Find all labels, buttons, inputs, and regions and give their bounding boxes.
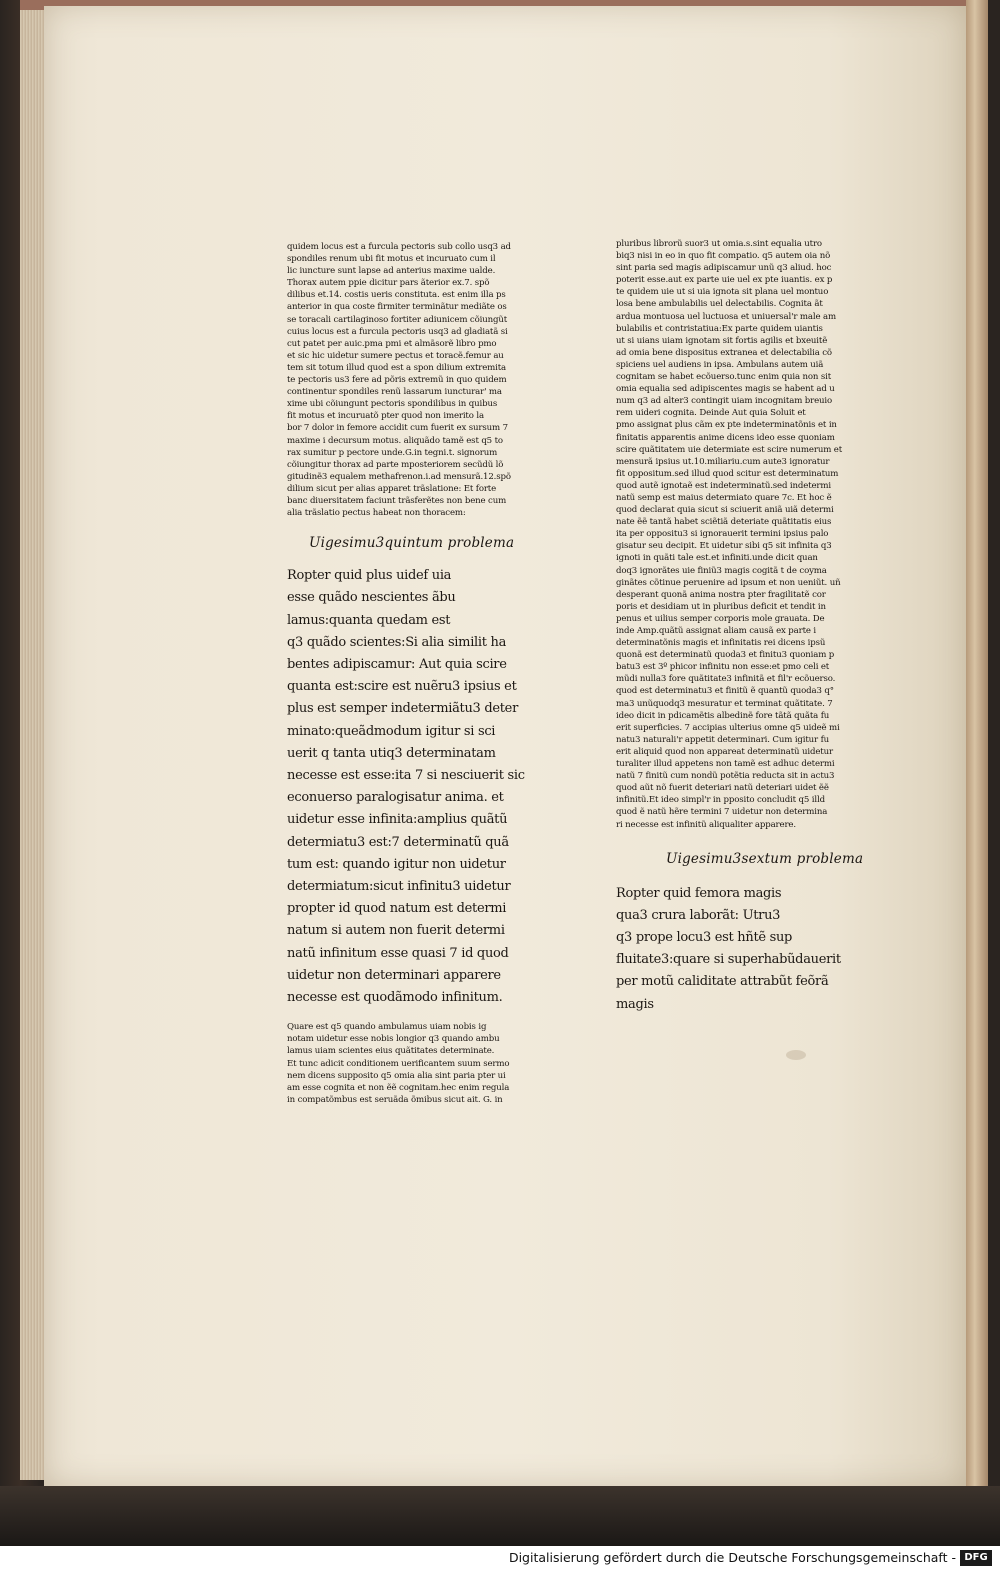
text-line: bentes adipiscamur: Aut quia scire — [287, 656, 507, 672]
text-line: determinatõnis magis et infinitatis rei dicens ipsũ — [616, 638, 826, 649]
text-line: per motũ caliditate attrabũt feõrã — [616, 974, 829, 990]
text-line: cõiungitur thorax ad parte mposteriorem secũdũ lõ — [287, 459, 504, 470]
text-line: mũdi nulla3 fore quãtitate3 infinitã et fil'r ecõuerso. — [616, 674, 836, 685]
text-line: spiciens uel audiens in ipsa. Ambulans autem uiã — [616, 359, 824, 370]
text-line: cognitam se habet ecõuerso.tunc enim quia non sit — [616, 372, 832, 383]
text-line: natũ 7 finitũ cum nondũ potẽtia reducta sit in actu3 — [616, 771, 835, 782]
text-line: alia trãslatio pectus habeat non thoracem: — [287, 508, 466, 519]
book-fore-edge — [966, 0, 988, 1500]
text-line: doq3 ignorãtes uie finiũ3 magis cogitã t de coyma — [616, 565, 827, 576]
text-line: desperant quonã anima nostra pter fragilitatẽ cor — [616, 589, 826, 600]
text-line: turaliter illud appetens non tamẽ est adhuc determi — [616, 759, 835, 770]
text-line: biq3 nisi in eo in quo fit compatio. q5 autem oia nõ — [616, 251, 831, 262]
text-line: dilium sicut per alias apparet trãslatione: Et forte — [287, 483, 497, 494]
left-paragraph-1 — [287, 241, 533, 519]
text-line: notam uidetur esse nobis longior q3 quando ambu — [287, 1034, 500, 1045]
text-line: banc diuersitatem faciunt trãsferẽtes non bene cum — [287, 495, 507, 506]
text-line: fluitate3:quare si superhabũdauerit — [616, 952, 841, 968]
text-line: Quare est q5 quando ambulamus uiam nobis ig — [287, 1022, 487, 1033]
right-paragraph-2 — [616, 883, 868, 1016]
text-line: rax sumitur p pectore unde.G.in tegni.t. signorum — [287, 447, 498, 458]
text-line: gitudinẽ3 equalem methafrenon.i.ad mensurã.12.spõ — [287, 471, 511, 482]
text-line: quod aũt nõ fuerit deteriari natũ deteriari uidet ẽẽ — [616, 783, 829, 794]
text-line: ma3 unũquodq3 mesuratur et terminat quãtitate. 7 — [616, 698, 833, 709]
right-paragraph-1 — [616, 238, 868, 831]
text-line: pluribus librorũ suor3 ut omia.s.sint equalia utro — [616, 239, 822, 249]
page-smudge — [786, 1050, 806, 1060]
text-line: losa bene ambulabilis uel delectabilis. Cognita ãt — [616, 299, 823, 310]
text-line: quod est determinatu3 et finitũ ẽ quantũ quoda3 q° — [616, 686, 834, 697]
text-line: determiatu3 est:7 determinatũ quã — [287, 834, 509, 850]
text-line: Ropter quid femora magis — [616, 885, 782, 901]
text-line: minato:queãdmodum igitur si sci — [287, 723, 496, 739]
text-line: maxime i decursum motus. aliquãdo tamẽ est q5 to — [287, 435, 503, 446]
text-line: quod ẽ natũ hẽre termini 7 uidetur non determina — [616, 807, 828, 818]
text-line: quonã est determinatũ quoda3 et finitu3 quoniam p — [616, 650, 835, 661]
text-line: natu3 naturali'r appetit determinari. Cum igitur fu — [616, 734, 830, 745]
text-line: in compatõmbus est seruãda õmibus sicut ait. G. in — [287, 1094, 503, 1105]
text-line: necesse est esse:ita 7 si nesciuerit sic — [287, 767, 525, 783]
text-line: necesse est quodãmodo infinitum. — [287, 990, 503, 1006]
text-line: poterit esse.aut ex parte uie uel ex pte iuantis. ex p — [616, 275, 833, 286]
text-line: bor 7 dolor in femore accidit cum fuerit ex sursum 7 — [287, 423, 508, 434]
text-line: q3 prope locu3 est hñtẽ sup — [616, 930, 793, 945]
text-line: ardua montuosa uel luctuosa et uniuersal'r male am — [616, 311, 836, 322]
text-line: esse quãdo nescientes ãbu — [287, 590, 456, 606]
text-line: rem uideri cognita. Deinde Aut quia Soluit et — [616, 408, 806, 419]
text-line: natũ semp est maius determiato quare 7c. Et hoc ẽ — [616, 492, 832, 503]
text-line: ut si uians uiam ignotam sit fortis agilis et bxeuitẽ — [616, 335, 828, 346]
text-line: ri necesse est infinitũ aliqualiter apparere. — [616, 819, 796, 830]
text-line: sint paria sed magis adipiscamur unũ q3 aliud. hoc — [616, 263, 832, 274]
text-line: lamus uiam scientes eius quãtitates determinate. — [287, 1046, 495, 1057]
dfg-logo: DFG — [960, 1550, 992, 1566]
text-line: nate ẽẽ tantã habet sciẽtiã deteriate quãtitatis eius — [616, 517, 832, 528]
text-line: poris et desidiam ut in pluribus deficit et tendit in — [616, 601, 826, 612]
text-line: magis — [616, 996, 654, 1012]
text-line: dilibus et.14. costis ueris constituta. est enim illa ps — [287, 290, 506, 301]
text-line: natũ infinitum esse quasi 7 id quod — [287, 945, 509, 961]
text-line: inde Amp.quãtũ assignat aliam causã ex parte i — [616, 626, 816, 636]
text-line: continentur spondiles renũ lassarum iuncturar' ma — [287, 387, 502, 398]
text-line: penus et uilius semper corporis mole grauata. De — [616, 613, 825, 624]
text-line: num q3 ad alter3 contingit uiam incognitam breuio — [616, 396, 833, 407]
text-line: gisatur seu decipit. Et uidetur sibi q5 sit infinita q3 — [616, 541, 832, 552]
text-line: quod declarat quia sicut si sciuerit aniã uiã determi — [616, 505, 834, 516]
text-line: lic iuncture sunt lapse ad anterius maxime ualde. — [287, 266, 496, 277]
text-line: quanta est:scire est nuẽru3 ipsius et — [287, 679, 517, 695]
text-line: te pectoris us3 fere ad põris extremũ in quo quidem — [287, 375, 507, 386]
text-line: se toracali cartilaginoso fortiter adiunicem cõiungũt — [287, 314, 508, 325]
text-line: ad omia bene dispositus extranea et delectabilia cõ — [616, 347, 832, 358]
left-paragraph-2 — [287, 565, 533, 1009]
text-line: pmo assignat plus cãm ex pte indeterminatõnis et in — [616, 420, 837, 431]
text-line: anterior in qua coste firmiter terminãtur mediãte os — [287, 302, 507, 313]
text-line: plus est semper indetermiãtu3 deter — [287, 701, 518, 717]
right-text-column — [616, 238, 868, 1016]
bottom-shadow — [0, 1486, 1000, 1546]
text-line: tem sit totum illud quod est a spon dilium extremita — [287, 362, 507, 373]
left-paragraph-3 — [287, 1021, 533, 1106]
text-line: xime ubi cõiungunt pectoris spondilibus in quibus — [287, 399, 498, 410]
text-line: uerit q tanta utiq3 determinatam — [287, 745, 496, 761]
text-line: quod autẽ ignotaẽ est indeterminatũ.sed indetermi — [616, 480, 831, 491]
text-line: Ropter quid plus uidef uia — [287, 568, 452, 584]
footer-credit: Digitalisierung gefördert durch die Deutsche Forschungsgemeinschaft - — [508, 1550, 956, 1565]
left-heading: Uigesimu3quintum problema — [309, 535, 515, 552]
text-line: uidetur non determinari apparere — [287, 967, 501, 983]
text-line: omia equalia sed adipiscentes magis se habent ad u — [616, 384, 835, 395]
text-line: Thorax autem ppie dicitur pars ãterior ex.7. spõ — [287, 278, 490, 289]
text-line: bulabilis et contristatiua:Ex parte quidem uiantis — [616, 323, 823, 334]
text-line: batu3 est 3º phicor infinitu non esse:et pmo celi et — [616, 662, 830, 673]
paragraph-gap — [287, 1009, 533, 1021]
text-line: finitatis apparentis anime dicens ideo esse quoniam — [616, 432, 835, 443]
text-line: ginãtes cõtinue peruenire ad ipsum et non ueniũt. uñ — [616, 577, 841, 588]
text-line: propter id quod natum est determi — [287, 901, 507, 917]
text-line: Et tunc adicit conditionem uerificantem suum sermo — [287, 1058, 510, 1069]
text-line: am esse cognita et non ẽẽ cognitam.hec enim regula — [287, 1082, 510, 1093]
text-line: et sic hic uidetur sumere pectus et toracẽ.femur au — [287, 350, 504, 361]
text-line: quidem locus est a furcula pectoris sub collo usq3 ad — [287, 242, 511, 252]
text-line: q3 quãdo scientes:Si alia similit ha — [287, 634, 507, 650]
text-line: fit oppositum.sed illud quod scitur est determinatum — [616, 468, 839, 479]
text-line: spondiles renum ubi fit motus et incuruato cum il — [287, 254, 496, 265]
text-line: natum si autem non fuerit determi — [287, 923, 505, 939]
text-line: ita per oppositu3 si ignorauerit termini ipsius palo — [616, 529, 829, 540]
text-line: cuius locus est a furcula pectoris usq3 ad gladiatã si — [287, 326, 508, 337]
right-heading: Uigesimu3sextum problema — [666, 850, 864, 867]
text-line: mensurã ipsius ut.10.miliariu.cum aute3 ignoratur — [616, 456, 830, 467]
text-line: erit superficies. 7 accipias ulterius omne q5 uideẽ mi — [616, 722, 840, 733]
text-line: uidetur esse infinita:amplius quãtũ — [287, 812, 508, 828]
text-line: tum est: quando igitur non uidetur — [287, 856, 506, 872]
text-line: ignoti in quãti tale est.et infiniti.unde dicit quan — [616, 553, 818, 564]
text-line: lamus:quanta quedam est — [287, 612, 451, 628]
text-line: ideo dicit in pdicamẽtis albedinẽ fore tãtã quãta fu — [616, 710, 830, 721]
text-line: cut patet per auic.pma pmi et almãsorẽ libro pmo — [287, 338, 497, 349]
text-line: econuerso paralogisatur anima. et — [287, 790, 504, 806]
text-line: qua3 crura laborãt: Utru3 — [616, 907, 781, 923]
left-text-column — [287, 241, 533, 1106]
text-line: fit motus et incuruatõ pter quod non imerito la — [287, 411, 484, 422]
text-line: erit aliquid quod non appareat determinatũ uidetur — [616, 746, 833, 757]
text-line: scire quãtitatem uie determiate est scire numerum et — [616, 444, 843, 455]
text-line: infinitũ.Et ideo simpl'r in pposito concludit q5 illd — [616, 795, 825, 806]
text-line: determiatum:sicut infinitu3 uidetur — [287, 879, 511, 894]
text-line: nem dicens supposito q5 omia alia sint paria pter ui — [287, 1070, 506, 1081]
text-line: te quidem uie ut si uia ignota sit plana uel montuo — [616, 287, 829, 298]
